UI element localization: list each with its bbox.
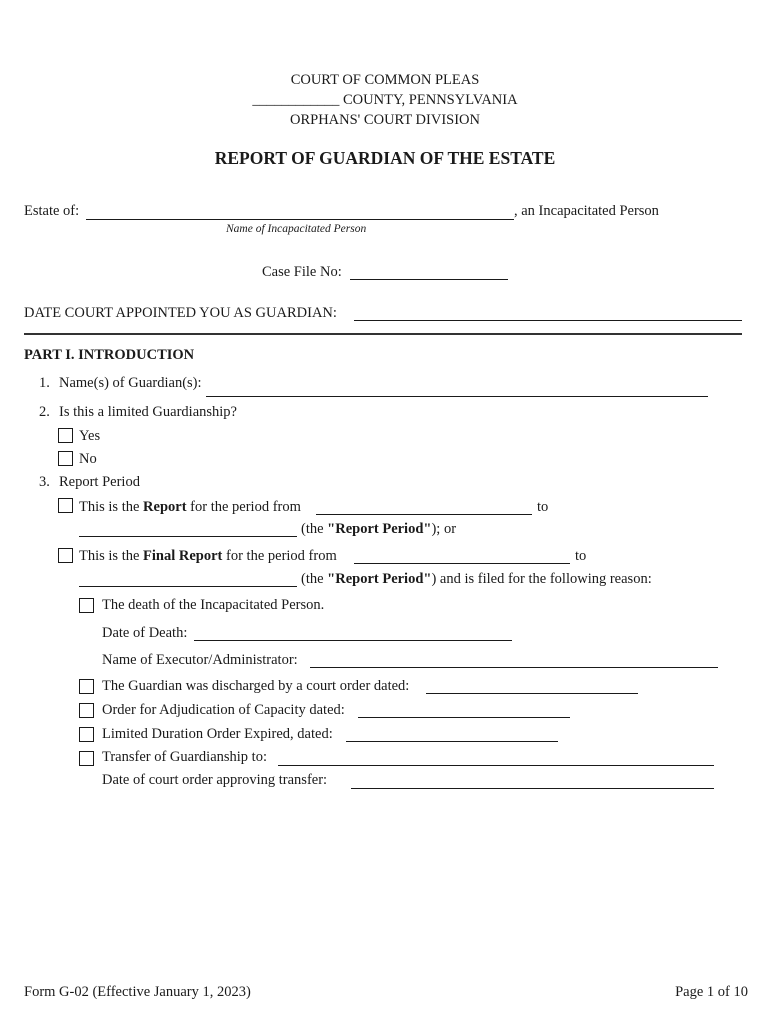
form-id: Form G-02 (Effective January 1, 2023) [24, 984, 251, 1000]
final-report-label: This is the Final Report for the period from [79, 548, 337, 564]
transfer-to-field[interactable] [278, 765, 714, 766]
date-of-death-field[interactable] [194, 640, 512, 641]
transfer-date-field[interactable] [351, 788, 714, 789]
limited-no-label: No [79, 451, 97, 467]
court-name: COURT OF COMMON PLEAS [290, 72, 480, 88]
final-start-date-field[interactable] [354, 563, 570, 564]
page-title: REPORT OF GUARDIAN OF THE ESTATE [214, 148, 556, 168]
limited-yes-checkbox[interactable] [58, 428, 73, 443]
report-end-date-field[interactable] [79, 536, 297, 537]
limited-duration-date-field[interactable] [346, 741, 558, 742]
report-to-label: to [537, 499, 549, 515]
limited-yes-label: Yes [79, 428, 101, 444]
q2-label: Is this a limited Guardianship? [59, 404, 237, 420]
discharged-checkbox[interactable] [79, 679, 94, 694]
executor-field[interactable] [310, 667, 718, 668]
limited-no-checkbox[interactable] [58, 451, 73, 466]
report-period-label: (the "Report Period"); or [301, 521, 457, 537]
adjudication-checkbox[interactable] [79, 703, 94, 718]
estate-caption: Name of Incapacitated Person [226, 223, 367, 235]
report-checkbox[interactable] [58, 498, 73, 513]
q3-number: 3. [39, 474, 50, 490]
discharged-label: The Guardian was discharged by a court order dated: [102, 678, 410, 694]
q1-label: Name(s) of Guardian(s): [59, 375, 202, 391]
q1-number: 1. [39, 375, 50, 391]
case-file-field[interactable] [350, 279, 508, 280]
executor-label: Name of Executor/Administrator: [102, 652, 298, 668]
date-of-death-label: Date of Death: [102, 625, 188, 641]
limited-duration-label: Limited Duration Order Expired, dated: [102, 726, 333, 742]
estate-label: Estate of: [24, 203, 80, 219]
county-blank[interactable]: ____________ [252, 92, 340, 108]
transfer-checkbox[interactable] [79, 751, 94, 766]
transfer-label: Transfer of Guardianship to: [102, 749, 267, 765]
final-to-label: to [575, 548, 587, 564]
case-file-label: Case File No: [262, 264, 342, 280]
transfer-date-label: Date of court order approving transfer: [102, 772, 328, 788]
final-report-checkbox[interactable] [58, 548, 73, 563]
report-label: This is the Report for the period from [79, 499, 301, 515]
appointed-date-label: DATE COURT APPOINTED YOU AS GUARDIAN: [24, 305, 337, 321]
county-label: COUNTY, PENNSYLVANIA [339, 92, 518, 108]
guardian-names-field[interactable] [206, 396, 708, 397]
death-checkbox[interactable] [79, 598, 94, 613]
q3-label: Report Period [59, 474, 140, 490]
estate-suffix: , an Incapacitated Person [514, 203, 659, 219]
division-name: ORPHANS' COURT DIVISION [290, 112, 480, 128]
final-period-label: (the "Report Period") and is filed for the following reason: [301, 571, 652, 587]
adjudication-label: Order for Adjudication of Capacity dated: [102, 702, 345, 718]
limited-duration-checkbox[interactable] [79, 727, 94, 742]
adjudication-date-field[interactable] [358, 717, 570, 718]
final-end-date-field[interactable] [79, 586, 297, 587]
q2-number: 2. [39, 404, 50, 420]
section-divider [24, 333, 742, 335]
appointed-date-field[interactable] [354, 320, 742, 321]
discharged-date-field[interactable] [426, 693, 638, 694]
county-line [0, 92, 770, 109]
death-label: The death of the Incapacitated Person. [102, 597, 325, 613]
estate-name-field[interactable] [86, 219, 514, 220]
page-number: Page 1 of 10 [675, 984, 748, 1000]
part-one-heading: PART I. INTRODUCTION [24, 347, 195, 363]
report-start-date-field[interactable] [316, 514, 532, 515]
